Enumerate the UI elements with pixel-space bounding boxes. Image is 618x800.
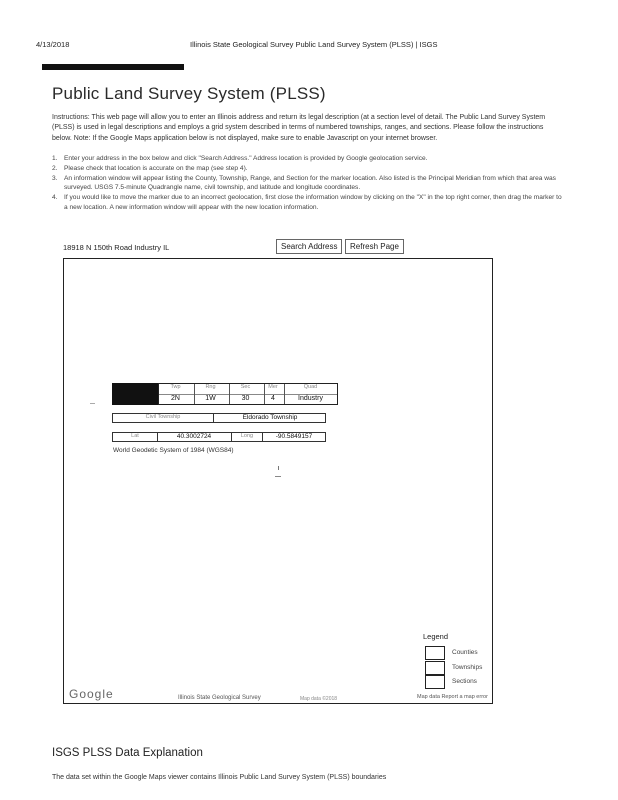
coordinates-row bbox=[112, 432, 326, 442]
mer-value: 4 bbox=[271, 395, 275, 402]
step-item bbox=[52, 193, 562, 213]
step-text: An information window will appear listing the County, Township, Range, and Section for the marker location. Also listed is the Principal Meridian from which that area was surveyed. USGS 7.5-minute Quadrangle name, civil township, and latitude and longitude coordinates. bbox=[64, 174, 556, 192]
print-date: 4/13/2018 bbox=[36, 40, 70, 49]
address-input[interactable] bbox=[63, 241, 263, 253]
legend-counties-label: Counties bbox=[452, 649, 478, 656]
legend-title: Legend bbox=[423, 632, 449, 641]
step-number: 1. bbox=[52, 155, 58, 162]
mer-header: Mer bbox=[268, 384, 278, 390]
sec-header: Sec bbox=[240, 384, 251, 390]
lat-value: 40.3002724 bbox=[176, 433, 212, 440]
sections-swatch[interactable] bbox=[425, 675, 445, 689]
map-marker-icon[interactable] bbox=[278, 466, 279, 470]
twp-value: 2N bbox=[171, 395, 180, 402]
county-cell bbox=[112, 383, 158, 405]
datum-label: World Geodetic System of 1984 (WGS84) bbox=[113, 447, 234, 454]
counties-swatch[interactable] bbox=[425, 646, 445, 660]
section-heading: ISGS PLSS Data Explanation bbox=[52, 747, 203, 759]
step-text: Please check that location is accurate on the map (see step 4). bbox=[64, 164, 248, 172]
long-value: -90.5849157 bbox=[275, 433, 313, 440]
map-legend bbox=[419, 630, 487, 690]
step-number: 4. bbox=[52, 194, 58, 202]
map-mark bbox=[90, 403, 95, 404]
quad-value: Industry bbox=[298, 395, 323, 402]
search-address-button[interactable]: Search Address bbox=[276, 239, 342, 254]
step-number: 2. bbox=[52, 164, 58, 172]
map-data-link[interactable]: Map data Report a map error bbox=[417, 694, 488, 700]
lat-label: Lat bbox=[113, 433, 158, 441]
refresh-page-button[interactable]: Refresh Page bbox=[345, 239, 404, 254]
quad-header: Quad bbox=[303, 384, 318, 390]
instructions-paragraph: Instructions: This web page will allow you to enter an Illinois address and return its legal description (at a section level of detail. The Public Land Survey System (PLSS) is used in legal descriptions and employs a grid system described in terms of numbered townships, ranges, and sections. Please follow the instructions below. Note: If the Google Maps application below is not displayed, make sure to enable Javascript on your internet browser. bbox=[52, 114, 546, 142]
map-credit-small: Map data ©2018 bbox=[300, 696, 338, 702]
section-text: The data set within the Google Maps viewer contains Illinois Public Land Survey System (PLSS) boundaries bbox=[52, 774, 387, 781]
step-text: Enter your address in the box below and click "Search Address." Address location is provided by Google geolocation service. bbox=[64, 155, 428, 162]
google-logo: Google bbox=[69, 687, 114, 701]
step-number: 3. bbox=[52, 174, 58, 182]
rng-value: 1W bbox=[205, 395, 216, 402]
step-text: If you would like to move the marker due to an incorrect geolocation, first close the information window by clicking on the "X" in the top right corner, then drag the marker to a new location. A new information window will appear with the new location information. bbox=[64, 194, 562, 211]
civil-township-row bbox=[112, 413, 326, 423]
rng-header: Rng bbox=[205, 384, 216, 390]
header-bar bbox=[42, 64, 184, 70]
twp-header: Twp bbox=[170, 384, 181, 390]
step-item bbox=[52, 174, 562, 194]
townships-swatch[interactable] bbox=[425, 661, 445, 675]
step-item bbox=[52, 154, 562, 164]
step-item bbox=[52, 164, 562, 174]
map-mark bbox=[275, 476, 281, 477]
legend-townships-label: Townships bbox=[452, 664, 483, 671]
instruction-steps bbox=[52, 154, 562, 213]
long-label: Long bbox=[231, 433, 263, 441]
legend-sections-label: Sections bbox=[452, 678, 477, 685]
sec-value: 30 bbox=[241, 395, 250, 402]
map-credit: Illinois State Geological Survey bbox=[178, 695, 261, 701]
print-header-title: Illinois State Geological Survey Public Land Survey System (PLSS) | ISGS bbox=[190, 40, 438, 49]
page-title: Public Land Survey System (PLSS) bbox=[52, 84, 326, 103]
civil-township-value: Eldorado Township bbox=[242, 414, 298, 421]
civil-township-label: Civil Township bbox=[113, 414, 214, 422]
